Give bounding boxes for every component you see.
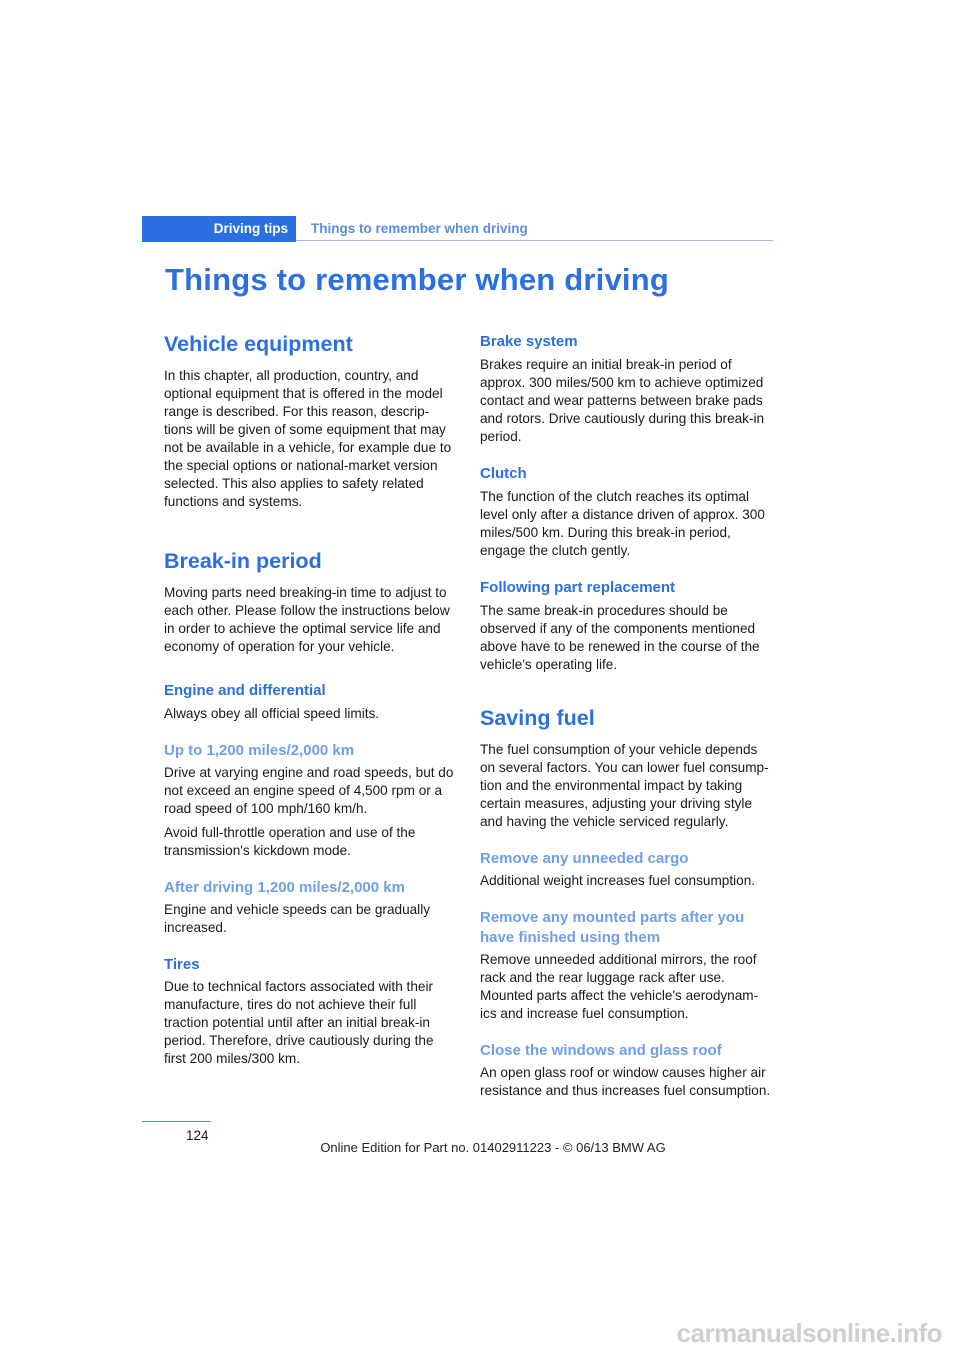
header-section-label: Driving tips: [142, 216, 296, 242]
heading-cargo: Remove any unneeded cargo: [480, 850, 689, 867]
page-title: Things to remember when driving: [165, 262, 669, 297]
text-up-to-1: Drive at varying engine and road speeds, but do not exceed an engine speed of 4,500 rpm or a road speed of 100 mph/160 km/h.: [164, 765, 454, 816]
heading-tires: Tires: [164, 956, 200, 973]
heading-up-to: Up to 1,200 miles/2,000 km: [164, 742, 355, 759]
text-following: The same break-in procedures should be observed if any of the components mentioned above have to be renewed in the course of the vehicle's operating life.: [480, 603, 760, 672]
heading-after: After driving 1,200 miles/2,000 km: [164, 879, 405, 896]
text-brake: Brakes require an initial break-in period of approx. 300 miles/500 km to achieve optimized contact and wear patterns between brake pads and rotors. Drive cautiously during this break-in period.: [480, 357, 765, 444]
text-up-to-2: Avoid full-throttle operation and use of the transmission's kickdown mode.: [164, 825, 416, 858]
text-after: Engine and vehicle speeds can be gradually increased.: [164, 902, 431, 935]
page-number: 124: [186, 1128, 209, 1143]
left-column: [164, 330, 456, 1068]
text-tires: Due to technical factors associated with their manufacture, tires do not achieve their full traction potential until after an initial break-in period. Therefore, drive cautiously during the first 200 miles/300 km.: [164, 979, 434, 1066]
heading-clutch: Clutch: [480, 465, 527, 482]
heading-mounted: Remove any mounted parts after you have finished using them: [480, 909, 745, 946]
text-break-in: Moving parts need breaking-in time to adjust to each other. Please follow the instructions below in order to achieve the optimal service life and economy of operation for your vehicle.: [164, 585, 450, 654]
heading-brake: Brake system: [480, 333, 578, 350]
heading-engine: Engine and differential: [164, 682, 326, 699]
text-cargo: Additional weight increases fuel consumption.: [480, 873, 756, 888]
heading-saving-fuel: Saving fuel: [480, 706, 595, 730]
header-rule: [296, 240, 773, 241]
heading-break-in: Break-in period: [164, 549, 322, 573]
watermark: carmanualsonline.info: [676, 1318, 942, 1348]
text-engine: Always obey all official speed limits.: [164, 706, 380, 721]
heading-following: Following part replacement: [480, 579, 676, 596]
header-topic-label: Things to remember when driving: [311, 221, 528, 236]
text-clutch: The function of the clutch reaches its optimal level only after a distance driven of approx. 300 miles/500 km. During this break-in period, engage the clutch gently.: [480, 489, 765, 558]
running-header: [142, 216, 773, 242]
heading-windows: Close the windows and glass roof: [480, 1042, 722, 1059]
page-number-rule: [142, 1121, 211, 1122]
heading-vehicle-equipment: Vehicle equipment: [164, 332, 353, 356]
footer-edition: Online Edition for Part no. 01402911223 - © 06/13 BMW AG: [320, 1140, 666, 1155]
text-saving-fuel: The fuel consumption of your vehicle depends on several factors. You can lower fuel consump-tion and the environmental impact by taking certain measures, adjusting your driving style and having the vehicle serviced regularly.: [480, 742, 769, 829]
text-mounted: Remove unneeded additional mirrors, the roof rack and the rear luggage rack after use. Mounted parts affect the vehicle's aerodynam-ics and increase fuel consumption.: [480, 952, 759, 1021]
right-column: [480, 330, 772, 1100]
text-windows: An open glass roof or window causes higher air resistance and thus increases fuel consumption.: [480, 1065, 771, 1098]
text-vehicle-equipment: In this chapter, all production, country, and optional equipment that is offered in the model range is described. For this reason, descrip-tions will be given of some equipment that may not be available in a vehicle, for example due to the special options or national-market version selected. This also applies to safety related functions and systems.: [164, 368, 452, 509]
